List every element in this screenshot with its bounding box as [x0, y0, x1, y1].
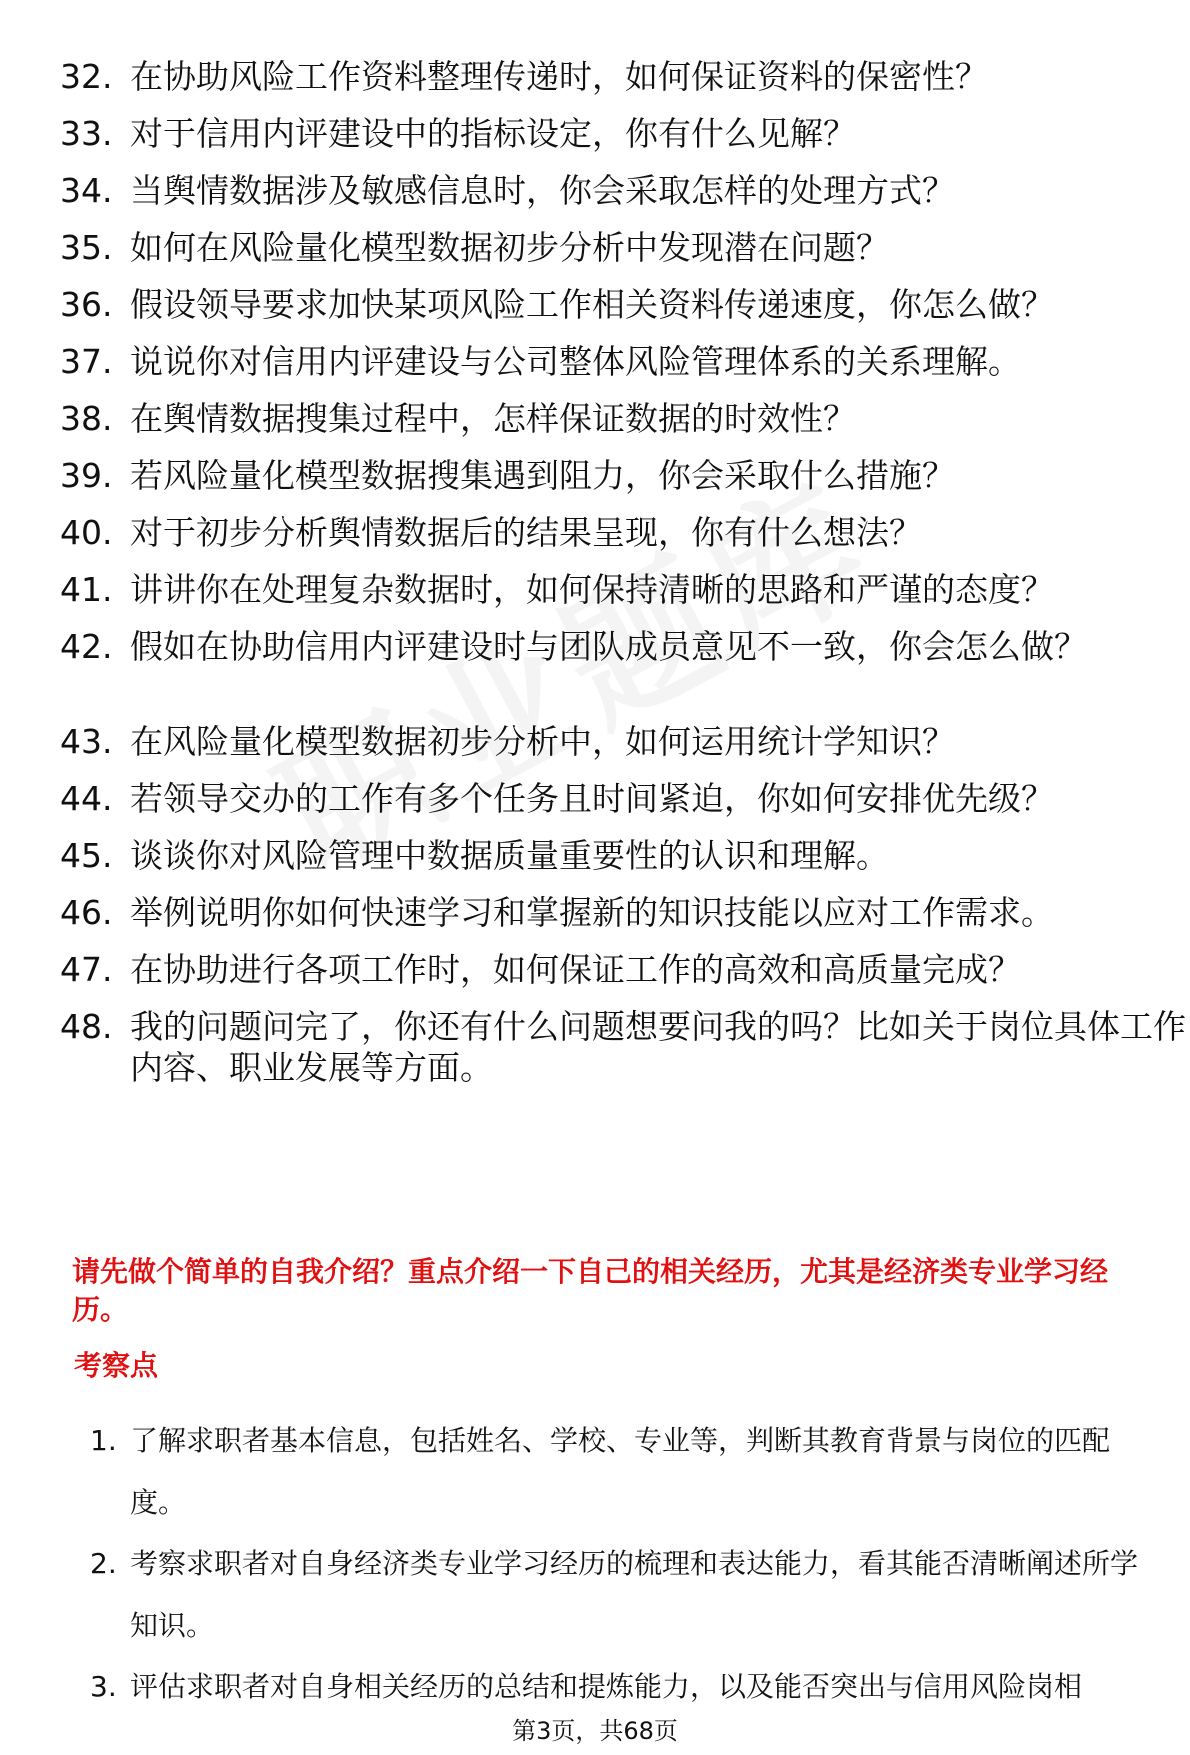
point-number: 2.: [90, 1547, 117, 1580]
question-number: 45.: [60, 836, 113, 875]
question-text: 当舆情数据涉及敏感信息时，你会采取怎样的处理方式？: [130, 171, 955, 210]
assessment-point: [90, 1410, 1160, 1534]
question-number: 46.: [60, 893, 113, 932]
question-number: 43.: [60, 722, 113, 761]
point-text: 考察求职者对自身经济类专业学习经历的梳理和表达能力，看其能否清晰阐述所学知识。: [130, 1547, 1139, 1642]
page-number: 第3页，共68页: [512, 1717, 678, 1745]
question-text: 我的问题问完了，你还有什么问题想要问我的吗？比如关于岗位具体工作内容、职业发展等方面。: [130, 1007, 1186, 1087]
question-text: 假设领导要求加快某项风险工作相关资料传递速度，你怎么做？: [130, 285, 1054, 324]
point-number: 3.: [90, 1670, 117, 1703]
question-number: 38.: [60, 399, 113, 438]
question-text: 在协助进行各项工作时，如何保证工作的高效和高质量完成？: [130, 950, 1021, 989]
question-text: 在风险量化模型数据初步分析中，如何运用统计学知识？: [130, 722, 955, 761]
question-item: [60, 721, 1160, 762]
assessment-point: [90, 1533, 1160, 1657]
question-item: [60, 341, 1160, 382]
question-item: [60, 835, 1160, 876]
question-item: [60, 284, 1160, 325]
question-number: 41.: [60, 570, 113, 609]
assessment-point: [90, 1656, 1160, 1718]
question-item: [60, 949, 1160, 990]
question-item: [60, 1006, 1186, 1088]
question-number: 34.: [60, 171, 113, 210]
question-text: 如何在风险量化模型数据初步分析中发现潜在问题？: [130, 228, 889, 267]
question-number: 42.: [60, 627, 113, 666]
question-text: 讲讲你在处理复杂数据时，如何保持清晰的思路和严谨的态度？: [130, 570, 1054, 609]
question-item: [60, 455, 1160, 496]
question-number: 39.: [60, 456, 113, 495]
question-number: 37.: [60, 342, 113, 381]
point-number: 1.: [90, 1424, 117, 1457]
question-text: 举例说明你如何快速学习和掌握新的知识技能以应对工作需求。: [130, 893, 1054, 932]
point-text: 评估求职者对自身相关经历的总结和提炼能力，以及能否突出与信用风险岗相: [130, 1670, 1083, 1703]
question-number: 48.: [60, 1007, 113, 1046]
question-item: [60, 892, 1160, 933]
question-number: 33.: [60, 114, 113, 153]
question-text: 假如在协助信用内评建设时与团队成员意见不一致，你会怎么做？: [130, 627, 1087, 666]
question-number: 35.: [60, 228, 113, 267]
question-item: [60, 778, 1160, 819]
question-text: 若风险量化模型数据搜集遇到阻力，你会采取什么措施？: [130, 456, 955, 495]
question-item: [60, 626, 1160, 667]
question-number: 44.: [60, 779, 113, 818]
section-heading: 请先做个简单的自我介绍？重点介绍一下自己的相关经历，尤其是经济类专业学习经历。: [72, 1255, 1109, 1326]
question-item: [60, 512, 1160, 553]
question-item: [60, 113, 1160, 154]
question-text: 在舆情数据搜集过程中，怎样保证数据的时效性？: [130, 399, 856, 438]
question-item: [60, 227, 1160, 268]
question-text: 对于信用内评建设中的指标设定，你有什么见解？: [130, 114, 856, 153]
question-number: 36.: [60, 285, 113, 324]
question-number: 47.: [60, 950, 113, 989]
question-item: [60, 56, 1160, 97]
question-item: [60, 569, 1160, 610]
point-text: 了解求职者基本信息，包括姓名、学校、专业等，判断其教育背景与岗位的匹配度。: [130, 1424, 1111, 1519]
question-text: 说说你对信用内评建设与公司整体风险管理体系的关系理解。: [130, 342, 1021, 381]
question-text: 谈谈你对风险管理中数据质量重要性的认识和理解。: [130, 836, 889, 875]
question-text: 对于初步分析舆情数据后的结果呈现，你有什么想法？: [130, 513, 922, 552]
question-item: [60, 170, 1160, 211]
question-item: [60, 398, 1160, 439]
question-text: 在协助风险工作资料整理传递时，如何保证资料的保密性？: [130, 57, 988, 96]
question-number: 40.: [60, 513, 113, 552]
question-text: 若领导交办的工作有多个任务且时间紧迫，你如何安排优先级？: [130, 779, 1054, 818]
assessment-points-heading: 考察点: [74, 1349, 159, 1382]
question-number: 32.: [60, 57, 113, 96]
